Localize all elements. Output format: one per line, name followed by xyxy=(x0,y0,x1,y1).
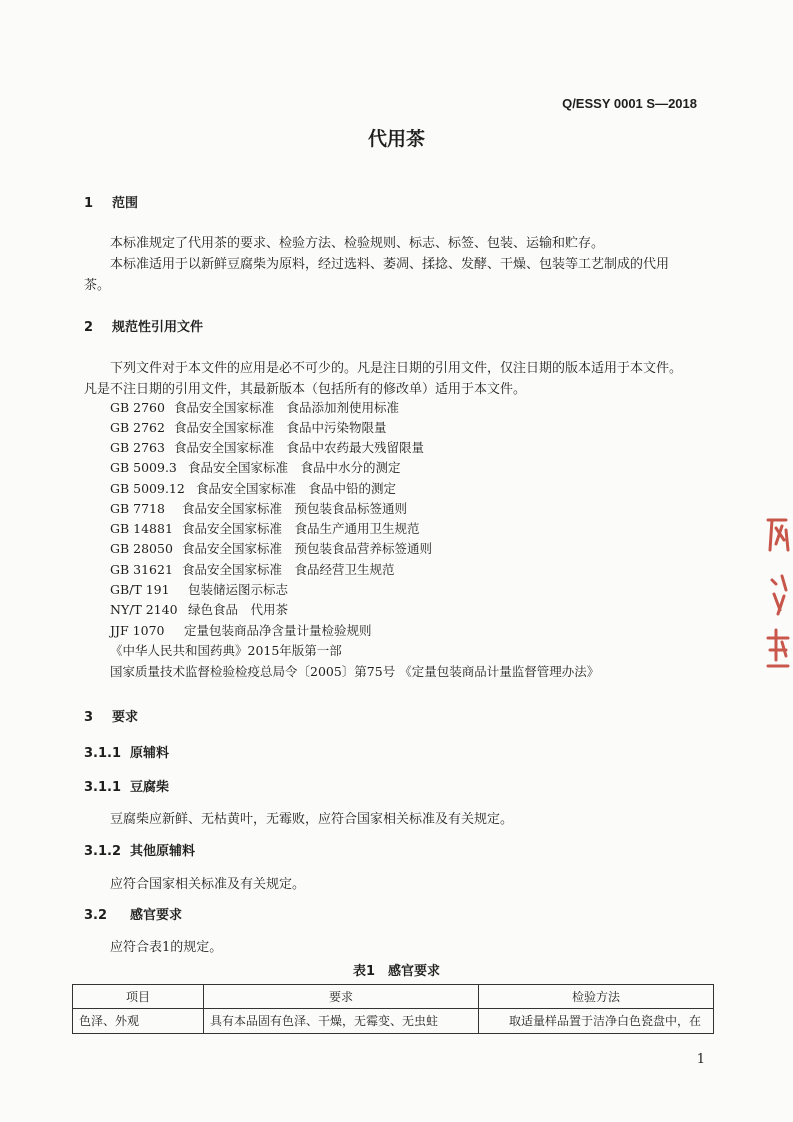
paragraph: 下列文件对于本文件的应用是必不可少的。凡是注日期的引用文件，仅注日期的版本适用于本文件。 xyxy=(110,361,683,376)
reference-item: GB/T 191 包装储运图示标志 xyxy=(110,582,289,597)
section-title: 范围 xyxy=(112,196,139,211)
page-number: 1 xyxy=(696,1052,705,1067)
subsection-3-1-1-heading xyxy=(84,776,169,795)
table-header-cell: 要求 xyxy=(204,985,479,1009)
paragraph: 豆腐柴应新鲜、无枯黄叶，无霉败，应符合国家相关标准及有关规定。 xyxy=(110,812,514,827)
table-caption: 表1 感官要求 xyxy=(352,964,441,979)
reference-item: JJF 1070 定量包装商品净含量计量检验规则 xyxy=(110,623,372,638)
reference-item: 国家质量技术监督检验检疫总局令〔2005〕第75号 《定量包装商品计量监督管理办法》 xyxy=(110,664,600,679)
table-cell: 具有本品固有色泽、干燥，无霉变、无虫蛀 xyxy=(204,1009,479,1034)
table-row xyxy=(73,1009,714,1034)
table-cell: 取适量样品置于洁净白色瓷盘中，在 xyxy=(479,1009,714,1034)
reference-item: GB 14881 食品安全国家标准 食品生产通用卫生规范 xyxy=(110,521,420,536)
reference-item: GB 2763 食品安全国家标准 食品中农药最大残留限量 xyxy=(110,440,425,455)
page-cut-mask xyxy=(72,1040,714,1050)
reference-item: GB 5009.12 食品安全国家标准 食品中铅的测定 xyxy=(110,481,397,496)
table-header-cell: 项目 xyxy=(73,985,204,1009)
section-title: 要求 xyxy=(112,710,139,725)
standard-code: Q/ESSY 0001 S—2018 xyxy=(562,96,697,111)
paragraph: 应符合国家相关标准及有关规定。 xyxy=(110,877,306,892)
sensory-requirements-table xyxy=(72,984,714,1034)
paragraph: 本标准适用于以新鲜豆腐柴为原料，经过选料、萎凋、揉捻、发酵、干燥、包装等工艺制成的代用 xyxy=(110,257,670,272)
table-header-row xyxy=(73,985,714,1009)
section-number: 2 xyxy=(84,320,94,335)
section-title: 规范性引用文件 xyxy=(112,320,204,335)
section-number: 3.1.2 xyxy=(84,844,122,859)
red-seal-stamp xyxy=(762,510,792,680)
section-title: 豆腐柴 xyxy=(130,780,170,795)
section-number: 3.2 xyxy=(84,908,108,923)
reference-item: GB 7718 食品安全国家标准 预包装食品标签通则 xyxy=(110,501,408,516)
paragraph: 凡是不注日期的引用文件，其最新版本（包括所有的修改单）适用于本文件。 xyxy=(84,382,527,397)
table-header-cell: 检验方法 xyxy=(479,985,714,1009)
table-cell: 色泽、外观 xyxy=(73,1009,204,1034)
section-title: 感官要求 xyxy=(130,908,183,923)
section-2-heading xyxy=(84,316,203,335)
document-title: 代用茶 xyxy=(367,128,425,150)
subsection-3-1-2-heading xyxy=(84,840,195,859)
subsection-3-2-heading xyxy=(84,904,182,923)
section-number: 3.1.1 xyxy=(84,780,122,795)
subsection-3-1-1-heading xyxy=(84,742,169,761)
reference-item: 《中华人民共和国药典》2015年版第一部 xyxy=(110,643,342,658)
reference-item: GB 5009.3 食品安全国家标准 食品中水分的测定 xyxy=(110,460,401,475)
section-3-heading xyxy=(84,706,138,725)
reference-item: NY/T 2140 绿色食品 代用茶 xyxy=(110,602,289,617)
paragraph: 茶。 xyxy=(84,278,111,293)
section-number: 3 xyxy=(84,710,94,725)
reference-item: GB 31621 食品安全国家标准 食品经营卫生规范 xyxy=(110,562,395,577)
section-title: 其他原辅料 xyxy=(130,844,196,859)
reference-item: GB 28050 食品安全国家标准 预包装食品营养标签通则 xyxy=(110,541,433,556)
paragraph: 应符合表1的规定。 xyxy=(110,940,223,955)
section-number: 1 xyxy=(84,196,94,211)
paragraph: 本标准规定了代用茶的要求、检验方法、检验规则、标志、标签、包装、运输和贮存。 xyxy=(110,236,605,251)
reference-item: GB 2762 食品安全国家标准 食品中污染物限量 xyxy=(110,420,387,435)
section-title: 原辅料 xyxy=(130,746,170,761)
section-1-heading xyxy=(84,192,138,211)
section-number: 3.1.1 xyxy=(84,746,122,761)
reference-item: GB 2760 食品安全国家标准 食品添加剂使用标准 xyxy=(110,400,400,415)
